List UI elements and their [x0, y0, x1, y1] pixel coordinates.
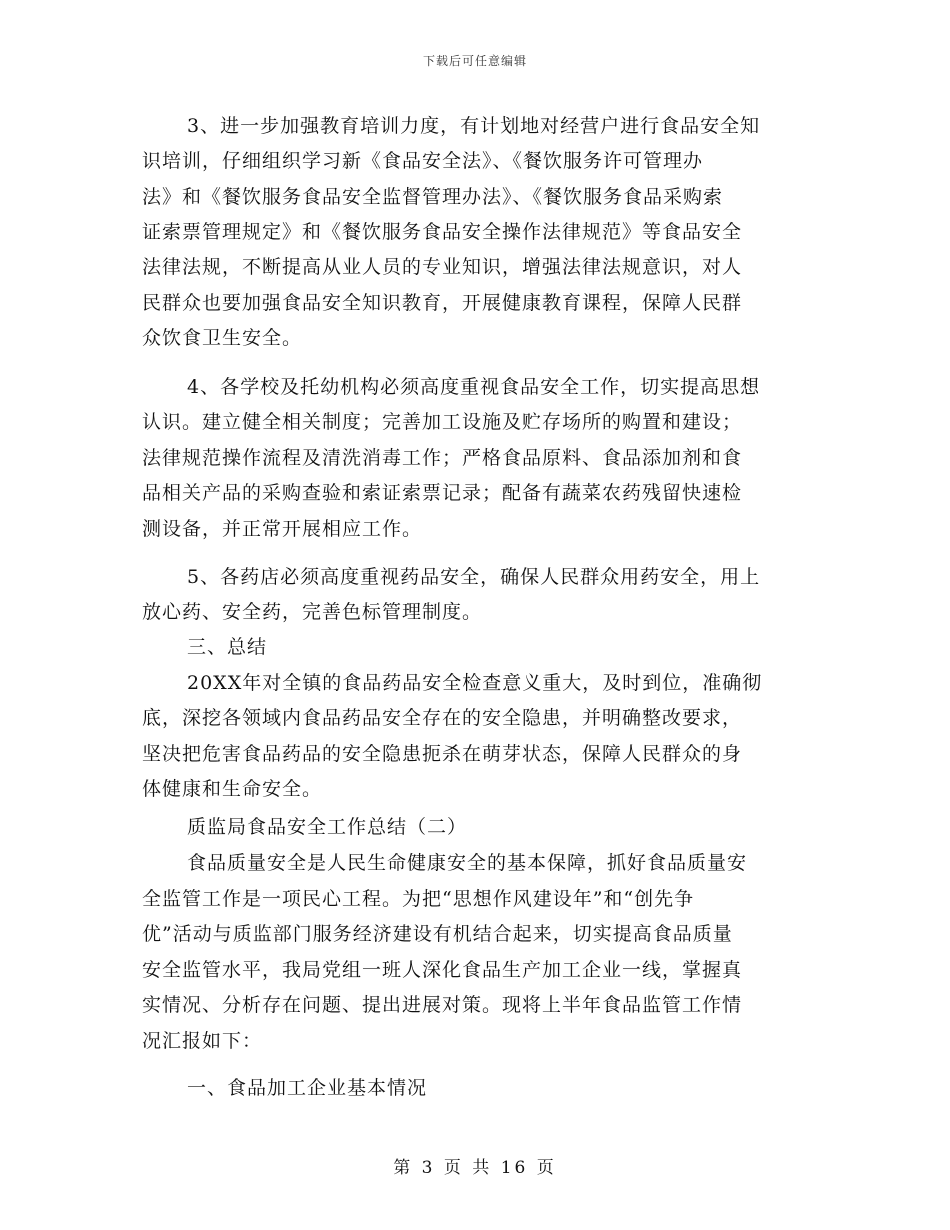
text-line: 坚决把危害食品药品的安全隐患扼杀在萌芽状态，保障人民群众的身 — [142, 743, 743, 765]
text-line: 放心药、安全药，完善色标管理制度。 — [142, 601, 483, 623]
text-line: 识培训，仔细组织学习新《食品安全法》、《餐饮服务许可管理办 — [142, 150, 704, 172]
text-line: 法律规范操作流程及清洗消毒工作；严格食品原料、食品添加剂和食 — [142, 447, 743, 469]
text-line: 实情况、分析存在问题、提出进展对策。现将上半年食品监管工作情 — [142, 994, 743, 1016]
text-line: 品相关产品的采购查验和索证索票记录；配备有蔬菜农药残留快速检 — [142, 482, 743, 504]
text-line: 认识。建立健全相关制度；完善加工设施及贮存场所的购置和建设； — [142, 411, 743, 433]
text-line: 5、各药店必须高度重视药品安全，确保人民群众用药安全，用上 — [187, 566, 761, 588]
text-line: 体健康和生命安全。 — [142, 778, 323, 800]
section-heading: 一、食品加工企业基本情况 — [187, 1077, 428, 1099]
text-line: 20XX年对全镇的食品药品安全检查意义重大，及时到位，准确彻 — [187, 672, 763, 694]
subtitle-heading: 质监局食品安全工作总结（二） — [187, 816, 468, 838]
page-number: 第 3 页 共 16 页 — [393, 1158, 557, 1178]
header-note: 下载后可任意编辑 — [422, 54, 527, 68]
text-line: 法》和《餐饮服务食品安全监督管理办法》、《餐饮服务食品采购索 — [142, 186, 724, 208]
text-line: 全监管工作是一项民心工程。为把“思想作风建设年”和“创先争 — [142, 888, 695, 910]
text-line: 安全监管水平，我局党组一班人深化食品生产加工企业一线，掌握真 — [142, 959, 743, 981]
text-line: 食品质量安全是人民生命健康安全的基本保障，抓好食品质量安 — [187, 852, 748, 874]
text-line: 优”活动与质监部门服务经济建设有机结合起来，切实提高食品质量 — [142, 923, 733, 945]
text-line: 法律法规，不断提高从业人员的专业知识，增强法律法规意识，对人 — [142, 256, 743, 278]
text-line: 众饮食卫生安全。 — [142, 327, 303, 349]
text-line: 3、进一步加强教育培训力度，有计划地对经营户进行食品安全知 — [187, 115, 761, 137]
text-line: 民群众也要加强食品安全知识教育，开展健康教育课程，保障人民群 — [142, 292, 743, 314]
text-line: 底，深挖各领域内食品药品安全存在的安全隐患，并明确整改要求， — [142, 707, 743, 729]
section-heading: 三、总结 — [187, 636, 268, 658]
text-line: 4、各学校及托幼机构必须高度重视食品安全工作，切实提高思想 — [187, 376, 761, 398]
text-line: 况汇报如下： — [142, 1030, 263, 1052]
text-line: 证索票管理规定》和《餐饮服务食品安全操作法律规范》等食品安全 — [142, 221, 743, 243]
text-line: 测设备，并正常开展相应工作。 — [142, 518, 423, 540]
